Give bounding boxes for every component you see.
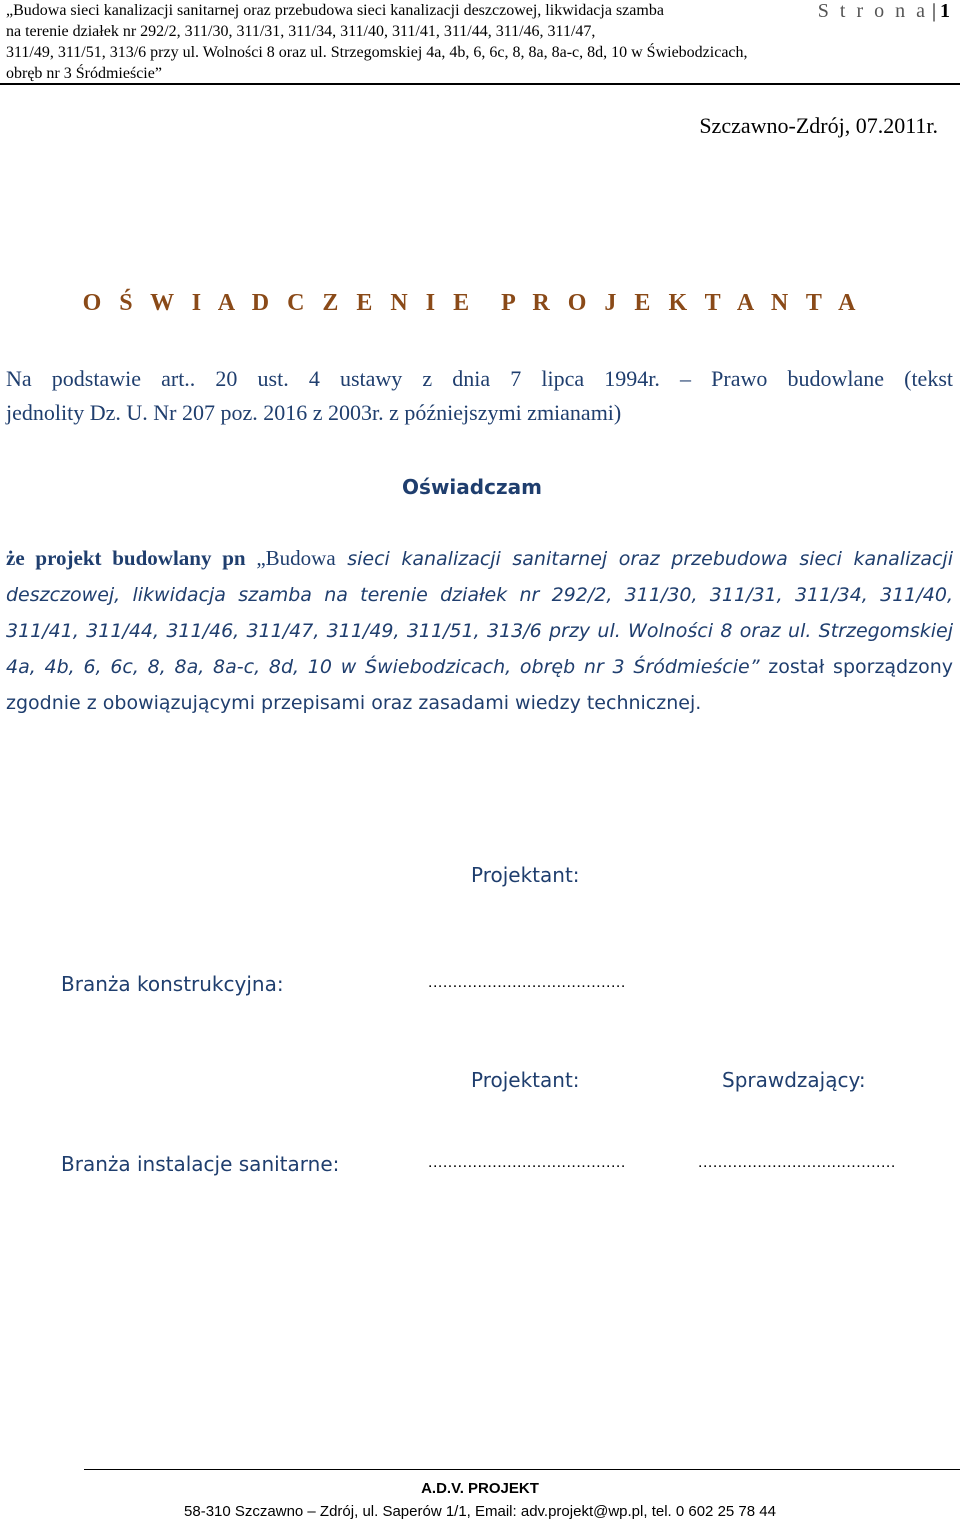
legal-basis-line-2: jednolity Dz. U. Nr 207 poz. 2016 z 2003r. z późniejszymi zmianami) bbox=[6, 400, 622, 425]
legal-basis-line-1: Na podstawie art.. 20 ust. 4 ustawy z dnia 7 lipca 1994r. – Prawo budowlane (tekst bbox=[6, 366, 953, 391]
header-divider bbox=[0, 83, 960, 85]
statement-lead: że projekt budowlany pn bbox=[6, 546, 246, 570]
structural-branch-label: Branża konstrukcyjna: bbox=[61, 972, 284, 996]
page-label-text: S t r o n a bbox=[817, 0, 928, 22]
statement-tail: został sporządzony zgodnie z obowiązującymi przepisami oraz zasadami wiedzy technicznej. bbox=[6, 656, 954, 714]
document-title bbox=[0, 286, 944, 320]
page-number: 1 bbox=[940, 0, 950, 22]
designer-label-1: Projektant: bbox=[471, 863, 580, 887]
title-part-1: O Ś W I A D C Z E N I E bbox=[82, 290, 476, 316]
page-separator: | bbox=[931, 0, 936, 22]
checker-label: Sprawdzający: bbox=[722, 1068, 866, 1092]
document-date: Szczawno-Zdrój, 07.2011r. bbox=[699, 113, 938, 138]
page-number-label bbox=[818, 0, 950, 22]
statement-quote-open: „Budowa bbox=[245, 546, 336, 570]
page-header bbox=[6, 0, 956, 84]
header-line-3: 311/49, 311/51, 313/6 przy ul. Wolności 8 oraz ul. Strzegomskiej 4a, 4b, 6, 6c, 8, 8a, 8a-c, 8d, 10 w Świebodzicach, bbox=[6, 44, 748, 61]
designer-label-2: Projektant: bbox=[471, 1068, 580, 1092]
header-line-4: obręb nr 3 Śródmieście” bbox=[6, 65, 162, 82]
header-line-2: na terenie działek nr 292/2, 311/30, 311/31, 311/34, 311/40, 311/41, 311/44, 311/46, 311/47, bbox=[6, 23, 596, 40]
declaration-heading: Oświadczam bbox=[402, 475, 542, 499]
declaration-statement bbox=[6, 540, 953, 721]
header-line-1: „Budowa sieci kanalizacji sanitarnej oraz przebudowa sieci kanalizacji deszczowej, likwidacja szamba bbox=[6, 2, 664, 19]
footer-company: A.D.V. PROJEKT bbox=[421, 1480, 539, 1497]
footer-address: 58-310 Szczawno – Zdrój, ul. Saperów 1/1, Email: adv.projekt@wp.pl, tel. 0 602 25 78 44 bbox=[184, 1503, 776, 1520]
sanitary-checker-signature-line: ........................................ bbox=[698, 1154, 896, 1171]
structural-signature-line: ........................................ bbox=[428, 974, 626, 991]
legal-basis bbox=[6, 362, 953, 430]
title-part-2: P R O J E K T A N T A bbox=[501, 290, 862, 316]
footer-divider bbox=[84, 1469, 960, 1470]
sanitary-branch-label: Branża instalacje sanitarne: bbox=[61, 1152, 340, 1176]
sanitary-designer-signature-line: ........................................ bbox=[428, 1154, 626, 1171]
statement-project-name: sieci kanalizacji sanitarnej oraz przebudowa sieci kanalizacji deszczowej, likwidacja szamba na terenie działek nr 292/2, 311/30, 311/31, 311/34, 311/40, 311/41, 311/44, 311/46, 311/47, 311/49, 311/51, 313/6 przy ul. Wolności 8 oraz ul. Strzegomskiej 4a, 4b, 6, 6c, 8, 8a, 8a-c, 8d, 10 w Świebodzicach, obręb nr 3 Śródmieście” bbox=[6, 548, 953, 678]
